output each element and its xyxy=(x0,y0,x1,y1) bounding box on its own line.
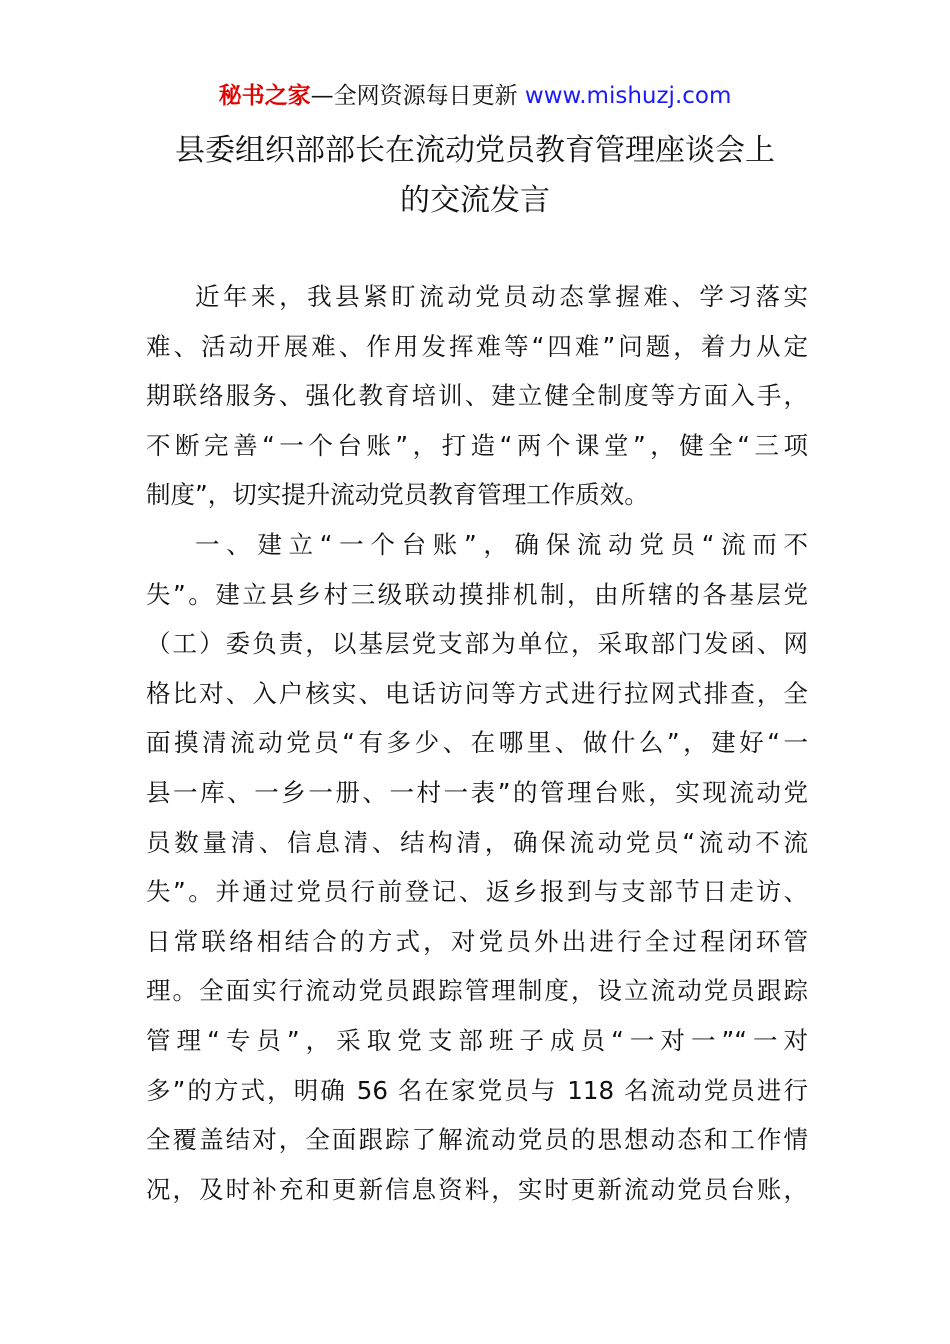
body-line: 失”。建立县乡村三级联动摸排机制，由所辖的各基层党 xyxy=(146,579,808,609)
body-line: 失”。并通过党员行前登记、返乡报到与支部节日走访、 xyxy=(146,877,808,907)
body-line: 管理“专员”，采取党支部班子成员“一对一”“一对 xyxy=(146,1025,808,1055)
body-line: 面摸清流动党员“有多少、在哪里、做什么”，建好“一 xyxy=(146,728,808,758)
body-line: 多”的方式，明确 56 名在家党员与 118 名流动党员进行 xyxy=(146,1075,808,1105)
body-line: 县一库、一乡一册、一村一表”的管理台账，实现流动党 xyxy=(146,777,808,807)
title-line-1: 县委组织部部长在流动党员教育管理座谈会上 xyxy=(175,133,775,168)
site-header xyxy=(0,80,950,112)
body-line: 难、活动开展难、作用发挥难等“四难”问题，着力从定 xyxy=(146,331,808,361)
document-title xyxy=(0,126,950,226)
body-line: 员数量清、信息清、结构清，确保流动党员“流动不流 xyxy=(146,827,808,857)
body-line: 近年来，我县紧盯流动党员动态掌握难、学习落实 xyxy=(195,282,808,311)
body-line: 理。全面实行流动党员跟踪管理制度，设立流动党员跟踪 xyxy=(146,976,808,1006)
body-line: 日常联络相结合的方式，对党员外出进行全过程闭环管 xyxy=(146,926,808,956)
body-line: 期联络服务、强化教育培训、建立健全制度等方面入手， xyxy=(146,381,808,411)
title-line-2: 的交流发言 xyxy=(400,183,550,218)
body-line: 格比对、入户核实、电话访问等方式进行拉网式排查，全 xyxy=(146,678,808,708)
brand-name: 秘书之家 xyxy=(218,83,311,109)
header-tagline: —全网资源每日更新 xyxy=(310,83,518,109)
document-body xyxy=(146,272,808,1214)
body-line: 况，及时补充和更新信息资料，实时更新流动党员台账， xyxy=(146,1174,808,1204)
body-line: 制度”，切实提升流动党员教育管理工作质效。 xyxy=(146,480,649,510)
body-line: （工）委负责，以基层党支部为单位，采取部门发函、网 xyxy=(146,629,808,659)
site-url: www.mishuzj.com xyxy=(524,83,732,109)
body-line: 全覆盖结对，全面跟踪了解流动党员的思想动态和工作情 xyxy=(146,1125,808,1155)
body-line: 不断完善“一个台账”，打造“两个课堂”，健全“三项 xyxy=(146,430,808,460)
body-line: 一、建立“一个台账”，确保流动党员“流而不 xyxy=(195,529,808,559)
